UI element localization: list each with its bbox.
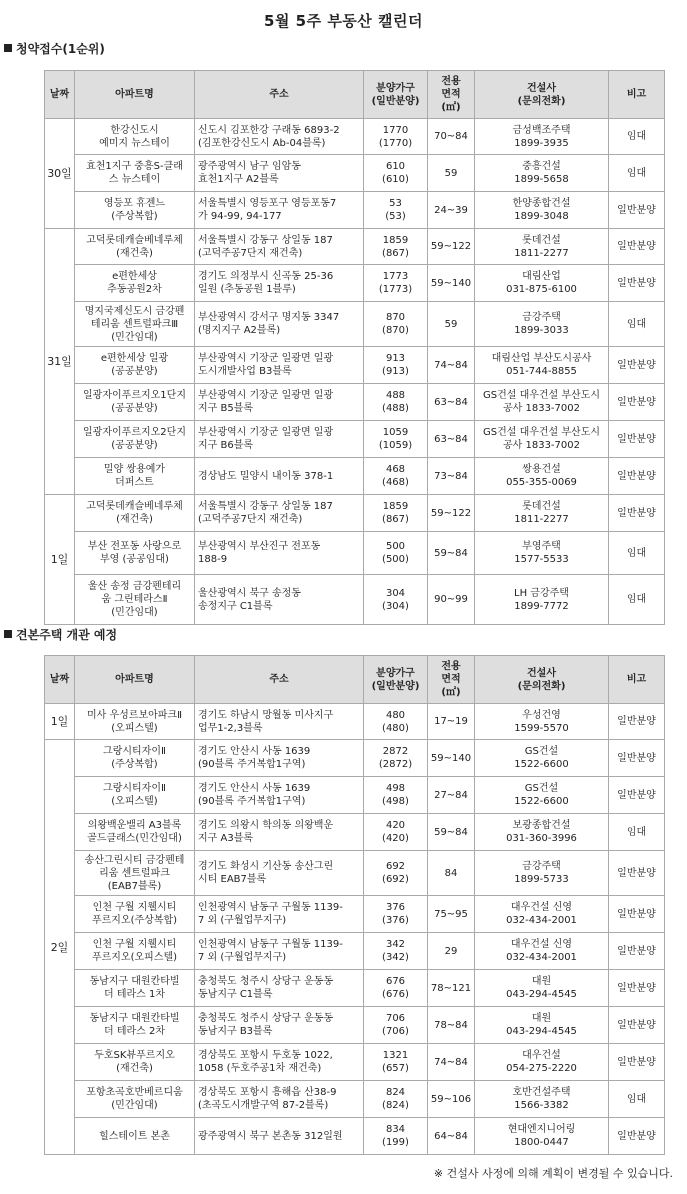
apartment-name: 송산그린시티 금강펜테 리움 센트럴파크 (EAB7블록) xyxy=(75,851,195,896)
apartment-name: 힐스테이트 본촌 xyxy=(75,1118,195,1155)
address: 부산광역시 강서구 명지동 3347 (명지지구 A2블록) xyxy=(195,302,364,347)
apartment-name: 일광자이푸르지오2단지 (공공분양) xyxy=(75,421,195,458)
floor-area: 74~84 xyxy=(428,1044,475,1081)
table-header-row xyxy=(45,71,665,119)
builder-contact: GS건설 대우건설 부산도시 공사 1833-7002 xyxy=(475,421,609,458)
table-row xyxy=(45,933,665,970)
floor-area: 75~95 xyxy=(428,896,475,933)
address: 부산광역시 부산진구 전포동 188-9 xyxy=(195,532,364,575)
builder-contact: GS건설 1522-6600 xyxy=(475,740,609,777)
table-row xyxy=(45,896,665,933)
builder-contact: GS건설 1522-6600 xyxy=(475,777,609,814)
apartment-name: 동남지구 대원칸타빌 더 테라스 1차 xyxy=(75,970,195,1007)
builder-contact: 대림산업 부산도시공사 051-744-8855 xyxy=(475,347,609,384)
header-supply: 분양가구 (일반분양) xyxy=(364,656,428,704)
apartment-name: e편한세상 일광 (공공분양) xyxy=(75,347,195,384)
footnote: ※ 건설사 사정에 의해 계획이 변경될 수 있습니다. xyxy=(433,1167,673,1180)
builder-contact: 대림산업 031-875-6100 xyxy=(475,265,609,302)
address: 충청북도 청주시 상당구 운동동 동남지구 C1블록 xyxy=(195,970,364,1007)
note: 일반분양 xyxy=(609,1044,665,1081)
supply-units: 1859 (867) xyxy=(364,229,428,265)
supply-units: 498 (498) xyxy=(364,777,428,814)
apartment-name: 한강신도시 예미지 뉴스테이 xyxy=(75,119,195,155)
note: 일반분양 xyxy=(609,192,665,229)
address: 서울특별시 강동구 상일동 187 (고덕주공7단지 재건축) xyxy=(195,229,364,265)
note: 임대 xyxy=(609,302,665,347)
floor-area: 70~84 xyxy=(428,119,475,155)
address: 경기도 의왕시 학의동 의왕백운 지구 A3블록 xyxy=(195,814,364,851)
builder-contact: GS건설 대우건설 부산도시 공사 1833-7002 xyxy=(475,384,609,421)
supply-units: 468 (468) xyxy=(364,458,428,495)
table-row xyxy=(45,495,665,532)
table-header-row xyxy=(45,656,665,704)
header-date: 날짜 xyxy=(45,656,75,704)
builder-contact: 대우건설 054-275-2220 xyxy=(475,1044,609,1081)
address: 경기도 안산시 사동 1639 (90블록 주거복합1구역) xyxy=(195,740,364,777)
table-row xyxy=(45,347,665,384)
note: 일반분양 xyxy=(609,1007,665,1044)
floor-area: 29 xyxy=(428,933,475,970)
header-area: 전용 면적 (㎡) xyxy=(428,656,475,704)
address: 부산광역시 기장군 일광면 일광 지구 B6블록 xyxy=(195,421,364,458)
table-row xyxy=(45,740,665,777)
section-model-house-title: 견본주택 개관 예정 xyxy=(4,626,117,643)
supply-units: 376 (376) xyxy=(364,896,428,933)
table-row xyxy=(45,970,665,1007)
floor-area: 84 xyxy=(428,851,475,896)
address: 경상북도 포항시 흥해읍 산38-9 (초곡도시개발구역 87-2블록) xyxy=(195,1081,364,1118)
builder-contact: LH 금강주택 1899-7772 xyxy=(475,575,609,625)
supply-units: 342 (342) xyxy=(364,933,428,970)
builder-contact: 중흥건설 1899-5658 xyxy=(475,155,609,192)
subscription-table xyxy=(44,70,665,625)
supply-units: 1321 (657) xyxy=(364,1044,428,1081)
supply-units: 420 (420) xyxy=(364,814,428,851)
apartment-name: 인천 구월 지웰시티 푸르지오(오피스텔) xyxy=(75,933,195,970)
supply-units: 304 (304) xyxy=(364,575,428,625)
builder-contact: 대우건설 신영 032-434-2001 xyxy=(475,896,609,933)
table-row xyxy=(45,1118,665,1155)
address: 부산광역시 기장군 일광면 일광 지구 B5블록 xyxy=(195,384,364,421)
table-row xyxy=(45,265,665,302)
note: 일반분양 xyxy=(609,1118,665,1155)
table-row xyxy=(45,119,665,155)
address: 광주광역시 남구 임암동 효천1지구 A2블록 xyxy=(195,155,364,192)
floor-area: 78~84 xyxy=(428,1007,475,1044)
header-builder: 건설사 (문의전화) xyxy=(475,656,609,704)
table-row xyxy=(45,1081,665,1118)
date-cell: 2일 xyxy=(45,740,75,1155)
floor-area: 64~84 xyxy=(428,1118,475,1155)
supply-units: 2872 (2872) xyxy=(364,740,428,777)
note: 임대 xyxy=(609,155,665,192)
note: 일반분양 xyxy=(609,740,665,777)
address: 경기도 화성시 기산동 송산그린 시티 EAB7블록 xyxy=(195,851,364,896)
supply-units: 870 (870) xyxy=(364,302,428,347)
floor-area: 59~140 xyxy=(428,740,475,777)
date-cell: 1일 xyxy=(45,704,75,740)
address: 서울특별시 강동구 상일동 187 (고덕주공7단지 재건축) xyxy=(195,495,364,532)
note: 일반분양 xyxy=(609,229,665,265)
header-supply: 분양가구 (일반분양) xyxy=(364,71,428,119)
table-row xyxy=(45,532,665,575)
supply-units: 1859 (867) xyxy=(364,495,428,532)
note: 일반분양 xyxy=(609,851,665,896)
address: 경기도 의정부시 신곡동 25-36 일원 (추동공원 1블루) xyxy=(195,265,364,302)
address: 인천광역시 남동구 구월동 1139- 7 외 (구월업무지구) xyxy=(195,896,364,933)
address: 충청북도 청주시 상당구 운동동 동남지구 B3블록 xyxy=(195,1007,364,1044)
builder-contact: 대원 043-294-4545 xyxy=(475,1007,609,1044)
apartment-name: 일광자이푸르지오1단지 (공공분양) xyxy=(75,384,195,421)
apartment-name: 미사 우성르보아파크Ⅱ (오피스텔) xyxy=(75,704,195,740)
address: 울산광역시 북구 송정동 송정지구 C1블록 xyxy=(195,575,364,625)
note: 일반분양 xyxy=(609,704,665,740)
address: 경기도 하남시 망월동 미사지구 업무1-2,3블록 xyxy=(195,704,364,740)
floor-area: 59 xyxy=(428,155,475,192)
apartment-name: 포항초곡호반베르디움 (민간임대) xyxy=(75,1081,195,1118)
apartment-name: 효천1지구 중흥S-클래 스 뉴스테이 xyxy=(75,155,195,192)
address: 인천광역시 남동구 구월동 1139- 7 외 (구월업무지구) xyxy=(195,933,364,970)
floor-area: 78~121 xyxy=(428,970,475,1007)
builder-contact: 우성건영 1599-5570 xyxy=(475,704,609,740)
table-row xyxy=(45,575,665,625)
floor-area: 59~106 xyxy=(428,1081,475,1118)
header-address: 주소 xyxy=(195,71,364,119)
floor-area: 27~84 xyxy=(428,777,475,814)
table-row xyxy=(45,421,665,458)
address: 부산광역시 기장군 일광면 일광 도시개발사업 B3블록 xyxy=(195,347,364,384)
bullet-square-icon xyxy=(4,44,12,52)
supply-units: 610 (610) xyxy=(364,155,428,192)
builder-contact: 보광종합건설 031-360-3996 xyxy=(475,814,609,851)
address: 경기도 안산시 사동 1639 (90블록 주거복합1구역) xyxy=(195,777,364,814)
floor-area: 73~84 xyxy=(428,458,475,495)
floor-area: 59~84 xyxy=(428,814,475,851)
builder-contact: 금강주택 1899-3033 xyxy=(475,302,609,347)
apartment-name: 고덕롯데캐슬베네루체 (재건축) xyxy=(75,495,195,532)
note: 임대 xyxy=(609,119,665,155)
header-apt: 아파트명 xyxy=(75,71,195,119)
supply-units: 824 (824) xyxy=(364,1081,428,1118)
apartment-name: 울산 송정 금강펜테리 움 그린테라스Ⅱ (민간임대) xyxy=(75,575,195,625)
note: 일반분양 xyxy=(609,347,665,384)
note: 일반분양 xyxy=(609,495,665,532)
supply-units: 1773 (1773) xyxy=(364,265,428,302)
apartment-name: 부산 전포동 사랑으로 부영 (공공임대) xyxy=(75,532,195,575)
address: 경상남도 밀양시 내이동 378-1 xyxy=(195,458,364,495)
header-note: 비고 xyxy=(609,71,665,119)
table-row xyxy=(45,155,665,192)
model-house-table xyxy=(44,655,665,1155)
floor-area: 59~122 xyxy=(428,229,475,265)
table-row xyxy=(45,814,665,851)
apartment-name: 고덕롯데캐슬베네루체 (재건축) xyxy=(75,229,195,265)
supply-units: 913 (913) xyxy=(364,347,428,384)
address: 서울특별시 영등포구 영등포동7 가 94-99, 94-177 xyxy=(195,192,364,229)
builder-contact: 부영주택 1577-5533 xyxy=(475,532,609,575)
apartment-name: 두호SK뷰푸르지오 (재건축) xyxy=(75,1044,195,1081)
date-cell: 30일 xyxy=(45,119,75,229)
supply-units: 1059 (1059) xyxy=(364,421,428,458)
supply-units: 480 (480) xyxy=(364,704,428,740)
table-row xyxy=(45,302,665,347)
supply-units: 500 (500) xyxy=(364,532,428,575)
table-row xyxy=(45,229,665,265)
apartment-name: 밀양 쌍용예가 더퍼스트 xyxy=(75,458,195,495)
builder-contact: 금성백조주택 1899-3935 xyxy=(475,119,609,155)
builder-contact: 금강주택 1899-5733 xyxy=(475,851,609,896)
apartment-name: 동남지구 대원칸타빌 더 테라스 2차 xyxy=(75,1007,195,1044)
note: 임대 xyxy=(609,814,665,851)
section-subscription-title: 청약접수(1순위) xyxy=(4,40,105,57)
builder-contact: 현대엔지니어링 1800-0447 xyxy=(475,1118,609,1155)
apartment-name: 그랑시티자이Ⅱ (오피스텔) xyxy=(75,777,195,814)
floor-area: 59~84 xyxy=(428,532,475,575)
header-note: 비고 xyxy=(609,656,665,704)
note: 일반분양 xyxy=(609,458,665,495)
apartment-name: 명지국제신도시 금강펜 테리움 센트럴파크Ⅲ (민간임대) xyxy=(75,302,195,347)
header-builder: 건설사 (문의전화) xyxy=(475,71,609,119)
note: 일반분양 xyxy=(609,933,665,970)
note: 일반분양 xyxy=(609,265,665,302)
floor-area: 90~99 xyxy=(428,575,475,625)
note: 일반분양 xyxy=(609,970,665,1007)
table-row xyxy=(45,777,665,814)
floor-area: 63~84 xyxy=(428,384,475,421)
apartment-name: 영등포 휴젠느 (주상복합) xyxy=(75,192,195,229)
floor-area: 63~84 xyxy=(428,421,475,458)
floor-area: 74~84 xyxy=(428,347,475,384)
table-row xyxy=(45,384,665,421)
supply-units: 692 (692) xyxy=(364,851,428,896)
note: 일반분양 xyxy=(609,421,665,458)
builder-contact: 대원 043-294-4545 xyxy=(475,970,609,1007)
date-cell: 31일 xyxy=(45,229,75,495)
page-title: 5월 5주 부동산 캘린더 xyxy=(264,12,423,30)
note: 일반분양 xyxy=(609,384,665,421)
floor-area: 24~39 xyxy=(428,192,475,229)
note: 일반분양 xyxy=(609,777,665,814)
builder-contact: 대우건설 신영 032-434-2001 xyxy=(475,933,609,970)
address: 광주광역시 북구 본촌동 312일원 xyxy=(195,1118,364,1155)
apartment-name: 인천 구월 지웰시티 푸르지오(주상복합) xyxy=(75,896,195,933)
table-row xyxy=(45,851,665,896)
floor-area: 59 xyxy=(428,302,475,347)
header-area: 전용 면적 (㎡) xyxy=(428,71,475,119)
header-date: 날짜 xyxy=(45,71,75,119)
header-address: 주소 xyxy=(195,656,364,704)
supply-units: 706 (706) xyxy=(364,1007,428,1044)
table-row xyxy=(45,1007,665,1044)
floor-area: 59~140 xyxy=(428,265,475,302)
header-apt: 아파트명 xyxy=(75,656,195,704)
builder-contact: 호반건설주택 1566-3382 xyxy=(475,1081,609,1118)
supply-units: 1770 (1770) xyxy=(364,119,428,155)
supply-units: 834 (199) xyxy=(364,1118,428,1155)
builder-contact: 롯데건설 1811-2277 xyxy=(475,495,609,532)
supply-units: 488 (488) xyxy=(364,384,428,421)
apartment-name: 의왕백운밸리 A3블록 골드클래스(민간임대) xyxy=(75,814,195,851)
note: 임대 xyxy=(609,532,665,575)
apartment-name: e편한세상 추동공원2차 xyxy=(75,265,195,302)
builder-contact: 한양종합건설 1899-3048 xyxy=(475,192,609,229)
builder-contact: 롯데건설 1811-2277 xyxy=(475,229,609,265)
table-row xyxy=(45,458,665,495)
floor-area: 17~19 xyxy=(428,704,475,740)
apartment-name: 그랑시티자이Ⅱ (주상복합) xyxy=(75,740,195,777)
builder-contact: 쌍용건설 055-355-0069 xyxy=(475,458,609,495)
supply-units: 676 (676) xyxy=(364,970,428,1007)
supply-units: 53 (53) xyxy=(364,192,428,229)
bullet-square-icon xyxy=(4,630,12,638)
floor-area: 59~122 xyxy=(428,495,475,532)
address: 신도시 김포한강 구래동 6893-2 (김포한강신도시 Ab-04블록) xyxy=(195,119,364,155)
table-row xyxy=(45,1044,665,1081)
table-row xyxy=(45,704,665,740)
note: 임대 xyxy=(609,575,665,625)
table-row xyxy=(45,192,665,229)
date-cell: 1일 xyxy=(45,495,75,625)
note: 임대 xyxy=(609,1081,665,1118)
address: 경상북도 포항시 두호동 1022, 1058 (두호주공1차 재건축) xyxy=(195,1044,364,1081)
note: 일반분양 xyxy=(609,896,665,933)
